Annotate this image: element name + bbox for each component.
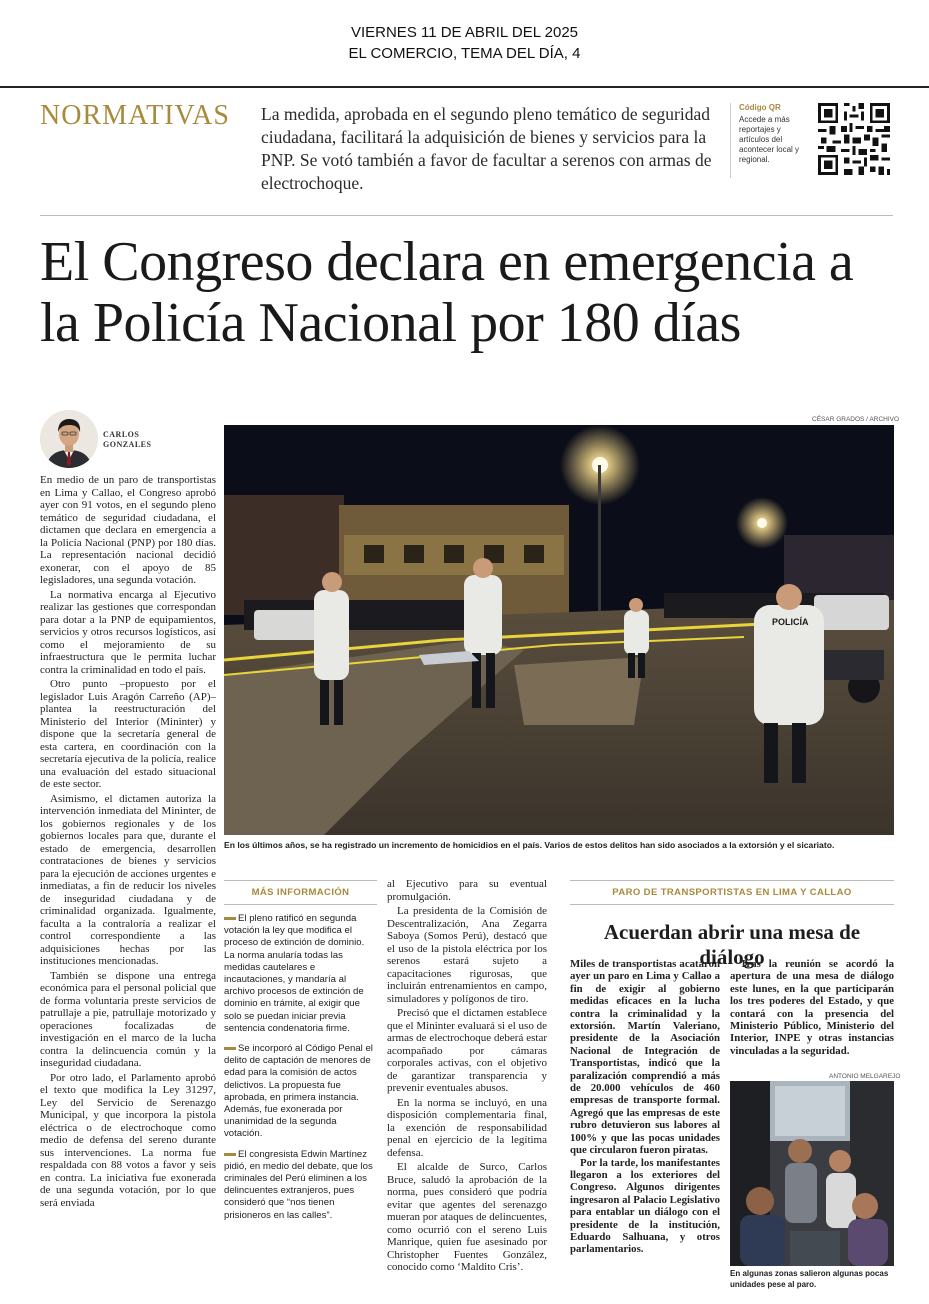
more-info-title: MÁS INFORMACIÓN — [224, 880, 377, 905]
paragraph: Precisó que el dictamen establece que el Mininter evaluará si el uso de armas de electrochoque deberá estar acompañado por cámaras corporales activas, con el objetivo de garantizar transparencia y prevenir eventuales abusos. — [387, 1007, 547, 1094]
dateline-section: EL COMERCIO, TEMA DEL DÍA, 4 — [348, 45, 581, 62]
paragraph: Otro punto –propuesto por el legislador Luis Aragón Carreño (AP)– plantea la reestructuración del Ministerio del Interior (Mininter) y dispone que la secretaría general de esta cartera, en coordinación con la secretaría ejecutiva de la policía, realice una evaluación del estado situacional de este sector. — [40, 678, 216, 790]
info-item: Se incorporó al Código Penal el delito de captación de menores de edad para la comisión de actos delictivos. La propuesta fue aprobada, en primera instancia. Además, fue exonerada por unanimidad de la segunda votación. — [224, 1043, 373, 1140]
sidebar-photo-credit: ANTONIO MELGAREJO — [829, 1073, 901, 1080]
paragraph: Por la tarde, los manifestantes llegaron a los exteriores del Congreso. Algunos dirigentes ingresaron al Palacio Legislativo para entablar un diálogo con el presidente de la institución, Eduardo Salhuana, y otros parlamentarios. — [570, 1156, 720, 1256]
sidebar-column-2 — [730, 958, 894, 1057]
section-kicker: NORMATIVAS — [40, 100, 230, 131]
paragraph: La normativa encarga al Ejecutivo realizar las gestiones que correspondan para dotar a la PNP de equipamientos, servicios y otros recursos logísticos, así como el mejoramiento de su infraestructura que le permita luchar contra la criminalidad en todo el país. — [40, 588, 216, 676]
author-avatar — [40, 410, 98, 468]
bullet-bar-icon — [224, 917, 236, 920]
paragraph: al Ejecutivo para su eventual promulgación. — [387, 878, 547, 903]
sidebar-photo-caption: En algunas zonas salieron algunas pocas unidades pese al paro. — [730, 1269, 889, 1289]
bus-passengers-photo-icon — [730, 1081, 894, 1266]
sidebar-kicker: PARO DE TRANSPORTISTAS EN LIMA Y CALLAO — [570, 880, 894, 905]
qr-text: Accede a más reportajes y artículos del acontecer local y regional. — [739, 115, 800, 164]
sidebar-photo — [730, 1081, 894, 1266]
bullet-bar-icon — [224, 1153, 236, 1156]
author-name: CARLOS GONZALES — [103, 430, 152, 449]
paragraph: Tras la reunión se acordó la apertura de una mesa de diálogo este lunes, en la que participarán los tres poderes del Estado, y que contará con la presencia del Ministerio Público, Ministerio del Interior, INPE y otras instancias vinculadas a la seguridad. — [730, 958, 894, 1057]
author-byline — [40, 410, 216, 470]
crime-scene-photo-icon — [224, 425, 894, 835]
photo-caption: En los últimos años, se ha registrado un incremento de homicidios en el país. Varios de estos delitos han sido asociados a la extorsión y el sicariato. — [224, 840, 835, 850]
info-item: El pleno ratificó en segunda votación la ley que modifica el proceso de extinción de dominio. La norma anularía todas las medidas cautelares e incautaciones, y mandaría al archivo procesos de extinción de dominio en trámite, al exigir que solo se puedan iniciar previa sentencia condenatoria firme. — [224, 913, 365, 1034]
paragraph: En medio de un paro de transportistas en Lima y Callao, el Congreso aprobó ayer con 91 votos, en el segundo pleno temático de seguridad ciudadana, el dictamen que declara en emergencia a la Policía Nacional (PNP) por 180 días. La representación nacional decidió exonerar, con el apoyo de 85 legisladores, una segunda votación. — [40, 474, 216, 586]
top-rule — [0, 86, 929, 88]
author-portrait-icon — [40, 410, 98, 468]
bullet-bar-icon — [224, 1047, 236, 1050]
paragraph: El alcalde de Surco, Carlos Bruce, saludó la aprobación de la norma, pues consideró que podría evitar que agentes del serenazgo mueran por ataques de delincuentes, como ocurrió con el sereno Luis Manrique, quien fue asesinado por Christopher Fuentes González, conocido como ‘Maldito Cris’. — [387, 1161, 547, 1273]
body-column-1 — [40, 474, 216, 1211]
header-divider — [40, 215, 893, 216]
main-photo — [224, 425, 894, 835]
paragraph: La presidenta de la Comisión de Descentralización, Ana Zegarra Saboya (Somos Perú), destacó que el uso de la pistola eléctrica por los serenos estará sujeto a capacitaciones rigurosas, que incluirán entrenamientos en campo, simuladores y polígonos de tiro. — [387, 905, 547, 1005]
sidebar-title: Acuerdan abrir una mesa de diálogo — [603, 920, 861, 969]
paragraph: Asimismo, el dictamen autoriza la intervención inmediata del Mininter, de los gobiernos regionales y de los gobiernos locales para que, durante el estado de emergencia, desarrollen contrataciones de bienes y servicios para la ejecución de acciones urgentes e inmediatas, a fin de reducir los niveles de inseguridad ciudadana y de criminalidad organizada. Igualmente, faculta a la contraloría a realizar el control correspondiente a las adquisiciones hechas por las instituciones mencionadas. — [40, 792, 216, 967]
dateline — [0, 22, 929, 64]
info-item: El congresista Edwin Martínez pidió, en medio del debate, que los criminales del Perú eliminen a los delincuentes extranjeros, pues consideró que “nos tienen prisioneros en las calles”. — [224, 1148, 373, 1221]
paragraph: En la norma se incluyó, en una disposición complementaria final, la exención de responsabilidad penal en ejercicio de la legítima defensa. — [387, 1096, 547, 1159]
qr-description — [730, 103, 810, 178]
sidebar-story — [570, 880, 894, 905]
qr-code-icon[interactable] — [818, 103, 890, 175]
paragraph: Miles de transportistas acataron ayer un paro en Lima y Callao a fin de exigir al gobierno medidas eficaces en la lucha contra la criminalidad y la extorsión. Martín Valeriano, presidente de la Asociación Nacional de Integración de Transportistas, indicó que la paralización comprendió a más de 20.000 vehículos de 460 empresas de transporte formal. Agregó que las empresas de este rubro detuvieron sus labores al 100% y que las pocas unidades que circularon fueron piratas. — [570, 958, 720, 1157]
qr-title: Código QR — [739, 103, 781, 112]
photo-credit: CÉSAR GRADOS / ARCHIVO — [812, 416, 900, 423]
paragraph: Por otro lado, el Parlamento aprobó el texto que modifica la Ley 31297, Ley del Servicio de Serenazgo Municipal, y que incorpora la pistola eléctrica o de electrochoque como medio de defensa del sereno durante sus intervenciones. La norma fue respaldada con 88 votos a favor y seis en contra. La iniciativa fue exonerada de una segunda votación, por lo que será enviada — [40, 1071, 216, 1209]
article-deck: La medida, aprobada en el segundo pleno temático de seguridad ciudadana, facilitará la adquisición de bienes y servicios para la PNP. Se votó también a favor de facultar a serenos con armas de electrochoque. — [261, 104, 712, 193]
dateline-date: VIERNES 11 DE ABRIL DEL 2025 — [350, 24, 579, 41]
sidebar-column-1 — [570, 958, 720, 1256]
headline: El Congreso declara en emergencia a la Policía Nacional por 180 días — [40, 231, 854, 354]
body-column-3 — [387, 878, 547, 1276]
paragraph: También se dispone una entrega económica para el personal policial que de forma voluntaria preste servicios de patrullaje a pie, patrullaje motorizado y operaciones focalizadas de investigación en el marco de la lucha contra la delincuencia común y la inseguridad ciudadana. — [40, 969, 216, 1069]
more-info-box — [224, 880, 377, 1222]
vest-label: POLICÍA — [772, 617, 809, 627]
